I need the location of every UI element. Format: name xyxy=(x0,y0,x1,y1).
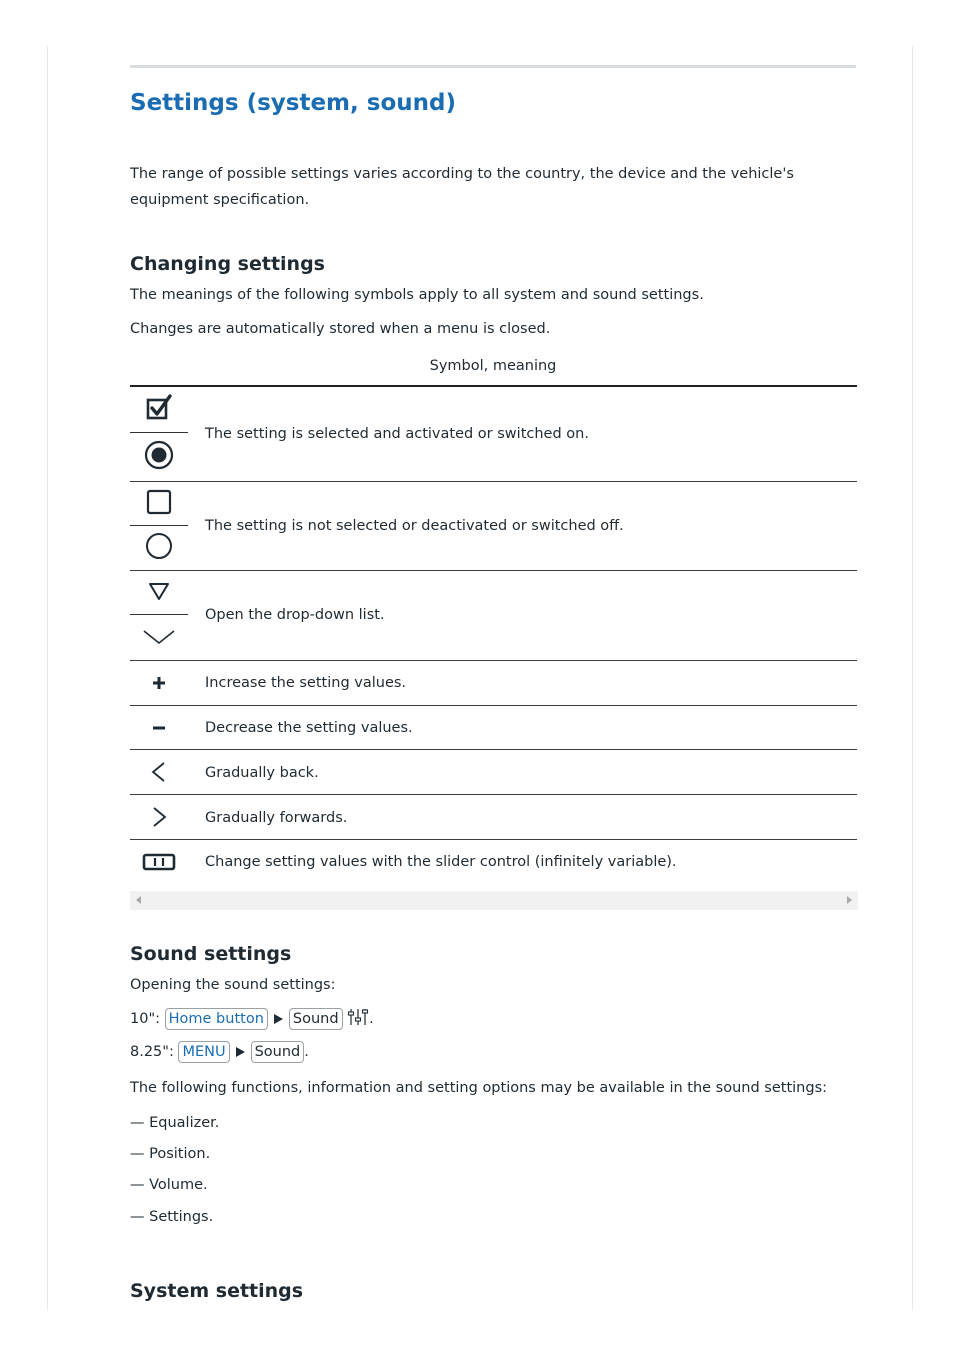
list-item: — Settings. xyxy=(130,1209,214,1225)
left-margin-line xyxy=(47,46,48,1310)
table-row-meaning: Open the drop-down list. xyxy=(205,607,385,623)
triangle-down-icon xyxy=(130,578,188,604)
scroll-right-arrow-icon[interactable] xyxy=(847,896,852,904)
page-title: Settings (system, sound) xyxy=(130,90,456,116)
table-caption: Symbol, meaning xyxy=(429,358,557,374)
sound-functions-text: The following functions, information and setting options may be available in the sound settings: xyxy=(130,1080,828,1096)
sound-opening-text: Opening the sound settings: xyxy=(130,977,336,993)
table-row-meaning: Change setting values with the slider control (infinitely variable). xyxy=(205,854,677,870)
horizontal-scrollbar[interactable] xyxy=(130,891,858,910)
list-item: — Volume. xyxy=(130,1177,208,1193)
table-row-meaning: The setting is selected and activated or switched on. xyxy=(205,426,589,442)
path-suffix: . xyxy=(304,1044,309,1060)
table-rule xyxy=(130,705,857,706)
path-8-inch xyxy=(130,1041,309,1063)
top-rule xyxy=(130,65,856,68)
symbol-divider xyxy=(130,432,188,433)
sound-settings-heading: Sound settings xyxy=(130,943,292,965)
table-row-meaning: Increase the setting values. xyxy=(205,675,407,691)
path-prefix: 10": xyxy=(130,1011,161,1027)
table-row-meaning: Gradually back. xyxy=(205,765,319,781)
table-rule xyxy=(130,570,857,571)
table-rule xyxy=(130,749,857,750)
list-item: — Position. xyxy=(130,1146,211,1162)
intro-paragraph: The range of possible settings varies according to the country, the device and the vehicle's equipment specification. xyxy=(130,166,794,208)
radio-empty-icon xyxy=(130,531,188,561)
symbol-divider xyxy=(130,525,188,526)
changing-settings-p1: The meanings of the following symbols apply to all system and sound settings. xyxy=(130,287,704,303)
sound-button[interactable]: Sound xyxy=(251,1041,305,1063)
minus-icon xyxy=(130,717,188,739)
changing-settings-heading: Changing settings xyxy=(130,253,325,275)
chevron-left-icon xyxy=(130,760,188,784)
path-suffix: . xyxy=(369,1011,374,1027)
symbol-divider xyxy=(130,614,188,615)
table-row-meaning: Gradually forwards. xyxy=(205,810,348,826)
sound-button[interactable]: Sound xyxy=(289,1008,343,1030)
radio-selected-icon xyxy=(130,440,188,470)
checkbox-checked-icon xyxy=(130,393,188,423)
slider-icon xyxy=(130,850,188,874)
table-rule xyxy=(130,660,857,661)
arrow-right-icon xyxy=(236,1047,245,1057)
system-settings-heading: System settings xyxy=(130,1280,304,1302)
table-rule xyxy=(130,794,857,795)
path-prefix: 8.25": xyxy=(130,1044,174,1060)
table-row-meaning: Decrease the setting values. xyxy=(205,720,413,736)
plus-icon xyxy=(130,672,188,694)
chevron-right-icon xyxy=(130,805,188,829)
table-top-rule xyxy=(130,385,857,387)
right-margin-line xyxy=(912,46,913,1310)
chevron-down-icon xyxy=(130,626,188,648)
checkbox-empty-icon xyxy=(130,487,188,517)
scroll-left-arrow-icon[interactable] xyxy=(136,896,141,904)
table-rule xyxy=(130,839,857,840)
home-button[interactable]: Home button xyxy=(165,1008,268,1030)
path-10-inch xyxy=(130,1007,374,1031)
changing-settings-p2: Changes are automatically stored when a menu is closed. xyxy=(130,321,551,337)
table-rule xyxy=(130,481,857,482)
table-row-meaning: The setting is not selected or deactivated or switched off. xyxy=(205,518,624,534)
arrow-right-icon xyxy=(274,1014,283,1024)
equalizer-icon xyxy=(347,1007,369,1031)
list-item: — Equalizer. xyxy=(130,1115,220,1131)
menu-button[interactable]: MENU xyxy=(178,1041,229,1063)
